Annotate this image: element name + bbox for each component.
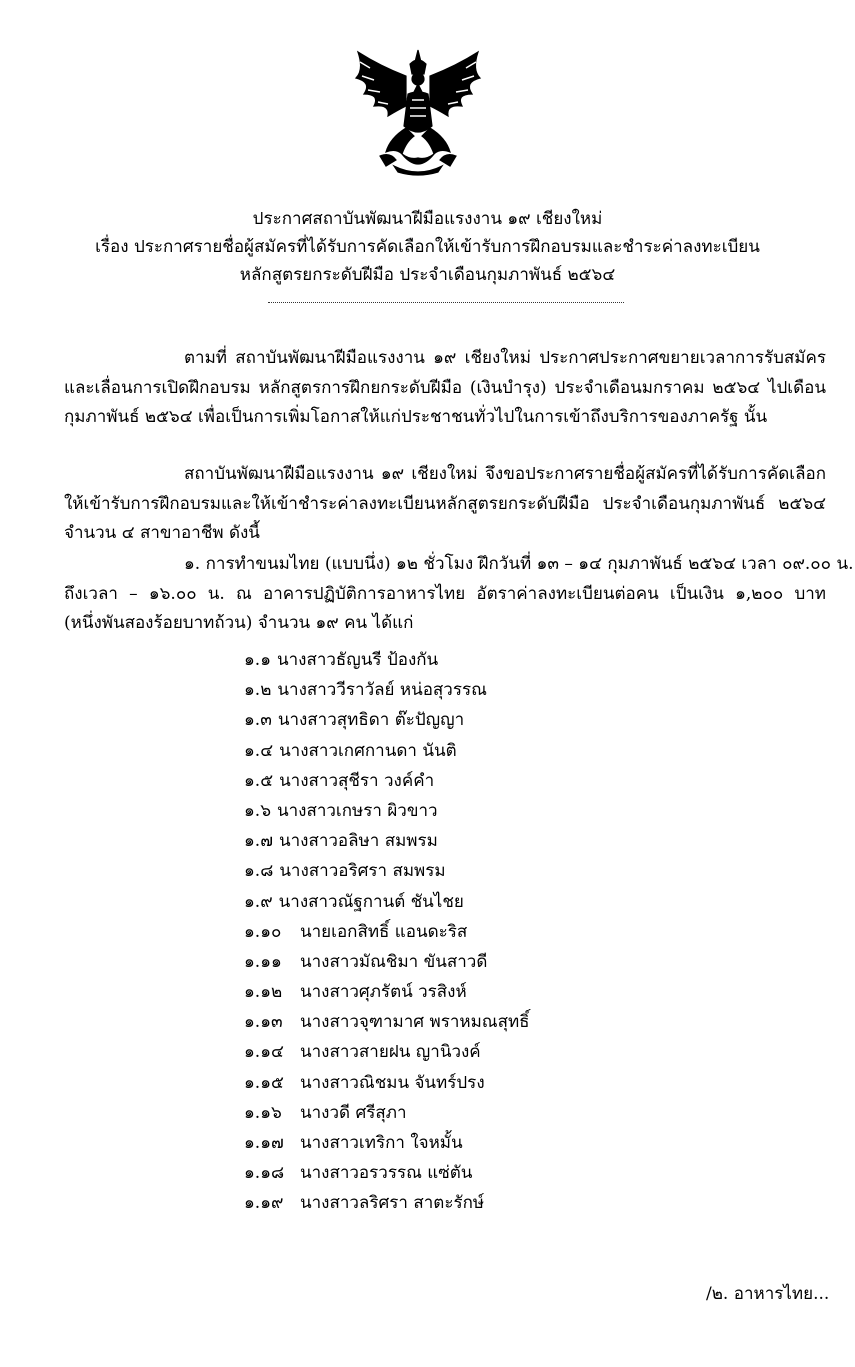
participant-number: ๑.๑๓ <box>244 1012 283 1033</box>
participant-name: นางสาวณิชมน จันทร์ปรง <box>300 1072 485 1093</box>
participant-name: นางสาวธัญนรี ป้องกัน <box>277 650 439 670</box>
participant-number: ๑.๑๗ <box>244 1133 284 1153</box>
participant-number: ๑.๑๘ <box>244 1163 285 1184</box>
participant-number: ๑.๑๙ <box>244 1193 284 1214</box>
participant-row <box>244 736 530 766</box>
continued-marker: /๒. อาหารไทย... <box>706 1284 830 1304</box>
participant-number: ๑.๓ <box>244 710 272 731</box>
participant-number: ๑.๑๖ <box>244 1102 282 1123</box>
participant-name: นางสาวเกษรา ผิวขาว <box>277 800 438 821</box>
participant-row <box>244 1158 530 1188</box>
participant-name: นางสาวศุภรัตน์ วรสิงห์ <box>300 982 467 1003</box>
paragraph-line: จำนวน ๔ สาขาอาชีพ ดังนี้ <box>64 523 260 543</box>
participant-row <box>244 766 530 796</box>
participant-row <box>244 1007 530 1037</box>
participant-number: ๑.๘ <box>244 861 274 882</box>
participant-row <box>244 675 530 705</box>
participant-name: นางสาวณัฐกานต์ ชันไชย <box>278 891 464 912</box>
participant-number: ๑.๔ <box>244 740 274 761</box>
participant-row <box>244 796 530 826</box>
course-item-1 <box>64 550 854 639</box>
participant-number: ๑.๑๔ <box>244 1042 284 1063</box>
participant-row <box>244 1068 530 1098</box>
participant-row <box>244 887 530 917</box>
participant-number: ๑.๑๐ <box>244 921 282 942</box>
participant-row <box>244 1128 530 1158</box>
garuda-emblem-icon <box>350 48 486 178</box>
participant-name: นางสาวสายฝน ญานิวงค์ <box>300 1042 481 1063</box>
paragraph-line: ตามที่ สถาบันพัฒนาฝีมือแรงงาน ๑๙ เชียงใหม่ ประกาศประกาศขยายเวลาการรับสมัคร <box>184 348 826 368</box>
course-item-line: ๑. การทำขนมไทย (แบบนึ่ง) ๑๒ ชั่วโมง ฝึกวันที่ ๑๓ – ๑๔ กุมภาพันธ์ ๒๕๖๔ เวลา ๐๙.๐๐ น. <box>184 554 854 574</box>
participant-row <box>244 826 530 856</box>
participant-name: นางสาวเทริกา ใจหมั้น <box>300 1133 463 1153</box>
participant-name: นางสาวสุทธิดา ต๊ะปัญญา <box>277 710 465 731</box>
participant-row <box>244 977 530 1007</box>
participant-name: นางสาววีราวัลย์ หน่อสุวรรณ <box>277 680 487 701</box>
participant-name: นางสาวลริศรา สาตะรักษ์ <box>300 1193 485 1214</box>
participant-number: ๑.๕ <box>244 770 274 791</box>
participant-name: นางสาวจุฑามาศ พราหมณสุทธิ์ <box>300 1012 530 1033</box>
participant-row <box>244 917 530 947</box>
participant-name: นายเอกสิทธิ์ แอนดะริส <box>300 921 468 942</box>
participant-name: นางสาวมัณชิมา ขันสาวดี <box>300 951 488 972</box>
paragraph-announcement <box>64 460 826 549</box>
course-item-line: (หนึ่งพันสองร้อยบาทถ้วน) จำนวน ๑๙ คน ได้แก่ <box>64 613 414 633</box>
participant-name: นางสาวเกศกานดา นันติ <box>279 740 457 761</box>
participant-number: ๑.๑ <box>244 650 271 670</box>
announcement-title: ประกาศสถาบันพัฒนาฝีมือแรงงาน ๑๙ เชียงใหม่ <box>252 209 603 229</box>
announcement-title-block <box>0 205 855 289</box>
course-item-line: ถึงเวลา – ๑๖.๐๐ น. ณ อาคารปฏิบัติการอาหารไทย อัตราค่าลงทะเบียนต่อคน เป็นเงิน ๑,๒๐๐ บาท <box>64 583 826 604</box>
participant-name: นางวดี ศรีสุภา <box>300 1102 407 1123</box>
participant-row <box>244 1098 530 1128</box>
participant-number: ๑.๖ <box>244 800 271 821</box>
paragraph-preamble <box>64 344 826 433</box>
announcement-subject-cont: หลักสูตรยกระดับฝีมือ ประจำเดือนกุมภาพันธ์ ๒๕๖๔ <box>239 265 616 285</box>
paragraph-line: และเลื่อนการเปิดฝึกอบรม หลักสูตรการฝึกยกระดับฝีมือ (เงินบำรุง) ประจำเดือนมกราคม ๒๕๖๔ ไปเดือน <box>64 377 826 398</box>
participant-row <box>244 645 530 675</box>
participant-number: ๑.๗ <box>244 831 273 852</box>
participant-number: ๑.๒ <box>244 680 272 701</box>
participant-number: ๑.๙ <box>244 891 273 912</box>
participant-row <box>244 1037 530 1067</box>
participant-list <box>244 645 530 1219</box>
paragraph-line: สถาบันพัฒนาฝีมือแรงงาน ๑๙ เชียงใหม่ จึงขอประกาศรายชื่อผู้สมัครที่ได้รับการคัดเลือก <box>184 464 826 484</box>
participant-name: นางสาวอริศรา สมพรม <box>279 861 446 882</box>
announcement-subject: เรื่อง ประกาศรายชื่อผู้สมัครที่ได้รับการคัดเลือกให้เข้ารับการฝึกอบรมและชำระค่าลงทะเบียน <box>95 237 760 257</box>
participant-row <box>244 705 530 735</box>
dotted-divider <box>268 302 624 303</box>
participant-number: ๑.๑๑ <box>244 951 282 972</box>
participant-row <box>244 947 530 977</box>
participant-row <box>244 1188 530 1218</box>
participant-name: นางสาวอรวรรณ แซ่ตัน <box>300 1163 473 1184</box>
participant-name: นางสาวอลิษา สมพรม <box>278 831 438 852</box>
paragraph-line: กุมภาพันธ์ ๒๕๖๔ เพื่อเป็นการเพิ่มโอกาสให้แก่ประชาชนทั่วไปในการเข้าถึงบริการของภาครัฐ นั้น <box>64 407 768 427</box>
participant-name: นางสาวสุชีรา วงค์คำ <box>279 770 435 791</box>
paragraph-line: ให้เข้ารับการฝึกอบรมและให้เข้าชำระค่าลงทะเบียนหลักสูตรยกระดับฝีมือ ประจำเดือนกุมภาพันธ์ ๒๕๖๔ <box>64 493 826 514</box>
participant-number: ๑.๑๒ <box>244 982 283 1003</box>
participant-number: ๑.๑๕ <box>244 1072 284 1093</box>
participant-row <box>244 856 530 886</box>
